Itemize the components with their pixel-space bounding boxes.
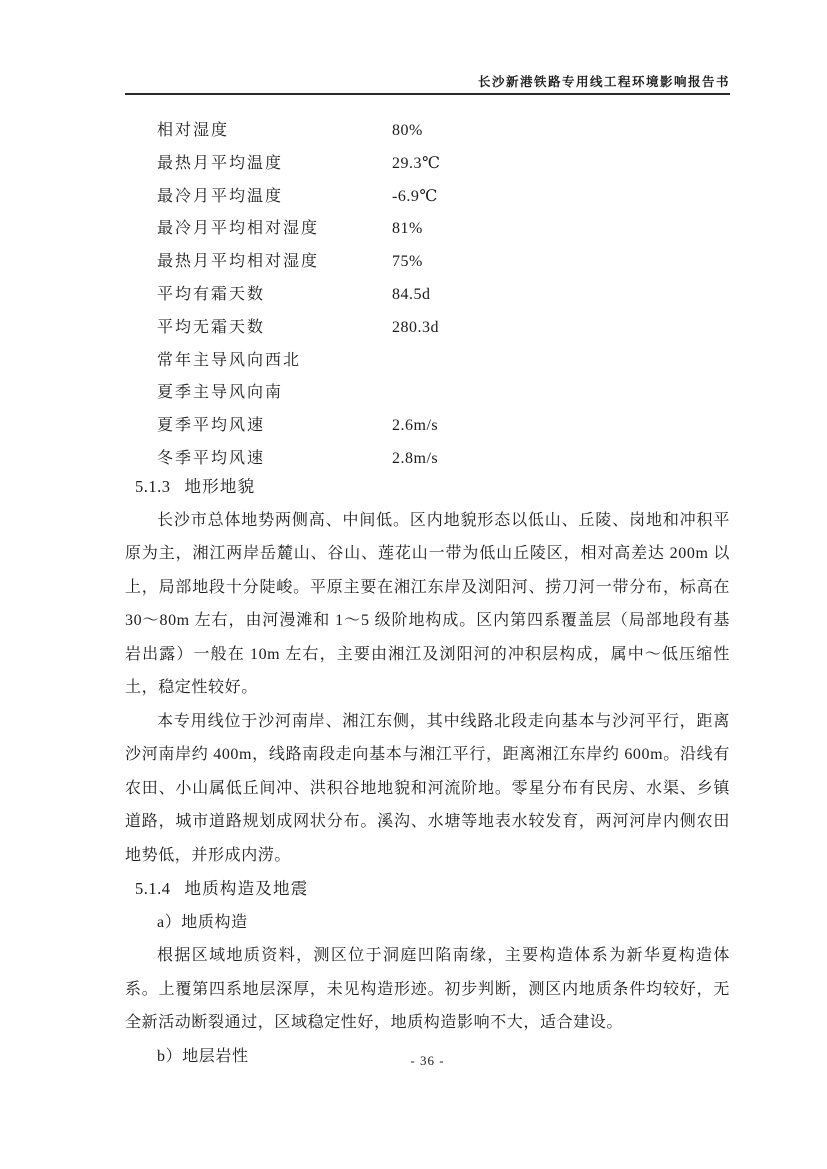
climate-row — [157, 279, 717, 312]
climate-row — [157, 148, 717, 181]
paragraph-terrain-2: 本专用线位于沙河南岸、湘江东侧，其中线路北段走向基本与沙河平行，距离沙河南岸约 400m，线路南段走向基本与湘江平行，距离湘江东岸约 600m。沿线有农田、小山属低丘间冲、洪积谷地地貌和河流阶地。零星分布有民房、水渠、乡镇道路，城市道路规划成网状分布。溪沟、水塘等地表水较发育，两河河岸内侧农田地势低，并形成内涝。 — [125, 712, 730, 864]
climate-value: 2.8m/s — [392, 449, 439, 467]
section-title: 地质构造及地震 — [184, 879, 309, 898]
climate-label: 平均无霜天数 — [157, 318, 266, 336]
section-heading-5-1-4 — [125, 872, 730, 906]
climate-label: 最冷月平均相对湿度 — [157, 220, 320, 238]
climate-row — [157, 410, 717, 443]
climate-value: 80% — [392, 122, 423, 139]
page-number: - 36 - — [410, 1053, 445, 1068]
section-number: 5.1.3 — [135, 477, 171, 496]
climate-value: 84.5d — [392, 285, 431, 303]
header-rule — [125, 93, 730, 95]
climate-value: 2.6m/s — [392, 417, 439, 435]
climate-label: 冬季平均风速 — [157, 449, 266, 467]
page-footer — [125, 1053, 730, 1069]
document-body — [125, 470, 730, 1073]
climate-list — [157, 115, 717, 476]
climate-row — [157, 345, 717, 378]
climate-label: 平均有霜天数 — [157, 285, 266, 303]
section-number: 5.1.4 — [135, 879, 171, 898]
climate-label: 夏季主导风向南 — [157, 384, 284, 402]
climate-label: 最热月平均温度 — [157, 154, 284, 172]
climate-label: 最冷月平均温度 — [157, 187, 284, 205]
climate-label: 夏季平均风速 — [157, 417, 266, 435]
section-title: 地形地貌 — [184, 477, 256, 496]
climate-row — [157, 213, 717, 246]
climate-row — [157, 115, 717, 148]
climate-label: 常年主导风向西北 — [157, 351, 302, 369]
page-header — [125, 72, 730, 90]
section-heading-5-1-3 — [125, 470, 730, 504]
header-title: 长沙新港铁路专用线工程环境影响报告书 — [477, 75, 730, 89]
subsection-a-label: a）地质构造 — [157, 913, 248, 931]
climate-value: 81% — [392, 220, 423, 238]
climate-label: 最热月平均相对湿度 — [157, 253, 320, 271]
climate-value: -6.9℃ — [392, 187, 438, 205]
climate-value: 280.3d — [392, 318, 439, 336]
climate-label: 相对湿度 — [157, 122, 230, 139]
paragraph-geology-a: 根据区域地质资料，测区位于洞庭凹陷南缘，主要构造体系为新华夏构造体系。上覆第四系地层深厚，未见构造形迹。初步判断，测区内地质条件均较好，无全新活动断裂通过，区域稳定性好，地质构造影响不大，适合建设。 — [125, 947, 730, 1031]
climate-row — [157, 377, 717, 410]
climate-row — [157, 246, 717, 279]
climate-value: 29.3℃ — [392, 154, 441, 172]
subsection-b-label: b）地层岩性 — [157, 1047, 249, 1065]
climate-value: 75% — [392, 253, 423, 271]
climate-row — [157, 181, 717, 214]
paragraph-terrain-1: 长沙市总体地势两侧高、中间低。区内地貌形态以低山、丘陵、岗地和冲积平原为主，湘江两岸岳麓山、谷山、莲花山一带为低山丘陵区，相对高差达 200m 以上，局部地段十分陡峻。平原主要在湘江东岸及浏阳河、捞刀河一带分布，标高在 30～80m 左右，由河漫滩和 1～5 级阶地构成。区内第四系覆盖层（局部地段有基岩出露）一般在 10m 左右，主要由湘江及浏阳河的冲积层构成，属中～低压缩性土，稳定性较好。 — [125, 511, 730, 696]
climate-row — [157, 312, 717, 345]
